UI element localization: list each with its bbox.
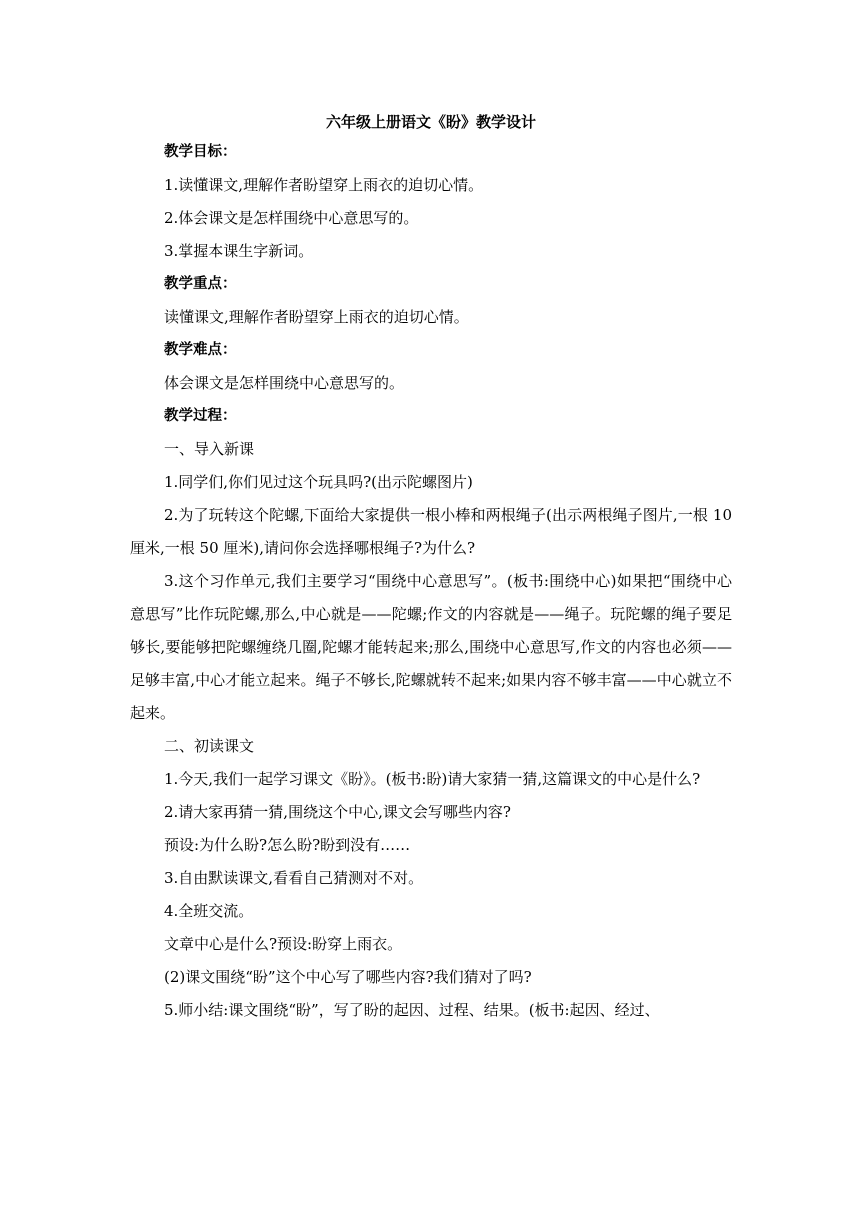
list-item: 4.全班交流。	[164, 902, 254, 920]
process-heading: 教学过程：	[164, 408, 237, 424]
key-points-text: 读懂课文,理解作者盼望穿上雨衣的迫切心情。	[164, 308, 469, 326]
list-item: 预设:为什么盼?怎么盼?盼到没有……	[164, 836, 411, 854]
list-item: 文章中心是什么?预设:盼穿上雨衣。	[164, 935, 403, 953]
list-item: 5.师小结:课文围绕“盼”，写了盼的起因、过程、结果。(板书:起因、经过、	[164, 1001, 660, 1019]
key-points-heading: 教学重点：	[164, 276, 237, 292]
list-item: 2.为了玩转这个陀螺,下面给大家提供一根小棒和两根绳子(出示两根绳子图片,一根 10 厘米,一根 50 厘米),请问你会选择哪根绳子?为什么?	[130, 506, 732, 557]
document-body	[130, 108, 732, 1027]
objective-item: 2.体会课文是怎样围绕中心意思写的。	[164, 209, 419, 227]
document-title: 六年级上册语文《盼》教学设计	[325, 113, 536, 131]
section-heading: 一、导入新课	[164, 440, 255, 458]
objective-item: 1.读懂课文,理解作者盼望穿上雨衣的迫切心情。	[164, 176, 484, 194]
objectives-heading: 教学目标：	[164, 144, 237, 160]
list-item: 2.请大家再猜一猜,围绕这个中心,课文会写哪些内容?	[164, 803, 511, 821]
difficulties-text: 体会课文是怎样围绕中心意思写的。	[164, 374, 405, 392]
list-item: (2)课文围绕“盼”这个中心写了哪些内容?我们猜对了吗?	[164, 968, 532, 986]
list-item: 1.今天,我们一起学习课文《盼》。(板书:盼)请大家猜一猜,这篇课文的中心是什么?	[164, 770, 701, 788]
list-item: 1.同学们,你们见过这个玩具吗?(出示陀螺图片)	[164, 473, 473, 491]
objective-item: 3.掌握本课生字新词。	[164, 242, 314, 260]
list-item: 3.自由默读课文,看看自己猜测对不对。	[164, 869, 424, 887]
list-item: 3.这个习作单元,我们主要学习“围绕中心意思写”。(板书:围绕中心)如果把“围绕中心意思写”比作玩陀螺,那么,中心就是——陀螺;作文的内容就是——绳子。玩陀螺的绳子要足够长,要能够把陀螺缠绕几圈,陀螺才能转起来;那么,围绕中心意思写,作文的内容也必须——足够丰富,中心才能立起来。绳子不够长,陀螺就转不起来;如果内容不够丰富——中心就立不起来。	[130, 572, 732, 722]
section-heading: 二、初读课文	[164, 737, 255, 755]
difficulties-heading: 教学难点：	[164, 342, 237, 358]
